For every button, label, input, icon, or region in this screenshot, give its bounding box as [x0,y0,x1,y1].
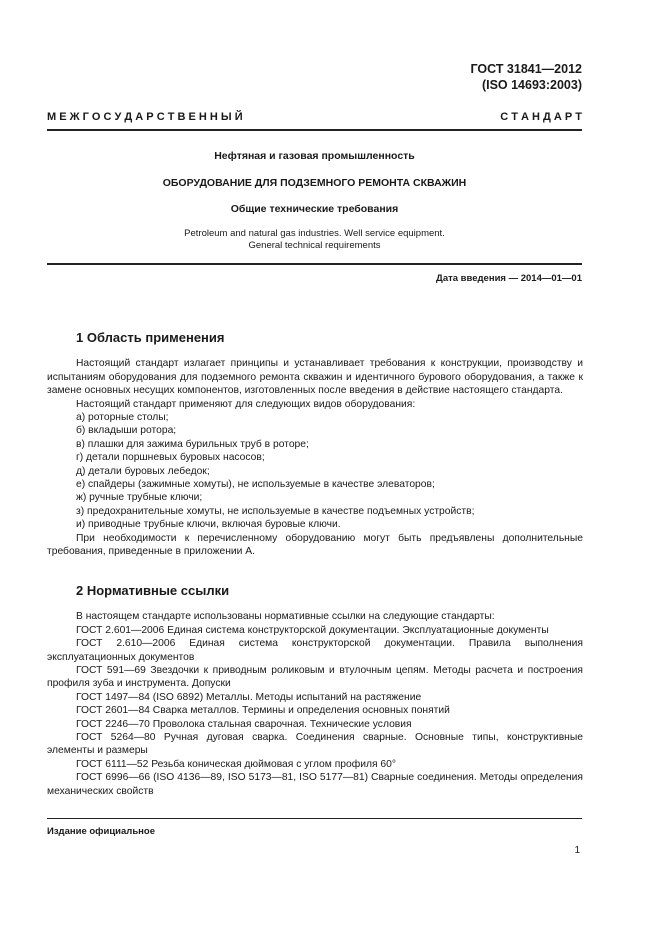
section-normative-references [47,584,583,798]
iso-number: (ISO 14693:2003) [481,78,582,92]
page-number: 1 [574,845,580,856]
section-scope [47,331,583,559]
list-item: ж) ручные трубные ключи; [76,492,203,504]
list-item: з) предохранительные хомуты, не используемые в качестве подъемных устройств; [76,505,475,517]
reference-item: ГОСТ 2.601—2006 Единая система конструкторской документации. Эксплуатационные документы [76,624,549,636]
banner-right: С Т А Н Д А Р Т [500,111,582,123]
footer-rule [47,818,582,819]
english-title-line-1: Petroleum and natural gas industries. Well service equipment. [184,228,445,239]
title-rule [47,263,582,265]
list-item: е) спайдеры (зажимные хомуты), не используемые в качестве элеваторов; [76,479,435,491]
paragraph: Настоящий стандарт излагает принципы и устанавливает требования к конструкции, производству и испытаниям оборудования для подземного ремонта скважин и идентичного бурового оборудования, а также к замене основных несущих компонентов, изготовленных после введения в действие настоящего стандарта. [47,358,583,397]
paragraph: Настоящий стандарт применяют для следующих видов оборудования: [76,398,416,410]
reference-item: ГОСТ 1497—84 (ISO 6892) Металлы. Методы испытаний на растяжение [76,691,422,703]
reference-item: ГОСТ 2.610—2006 Единая система конструкторской документации. Правила выполнения эксплуатационных документов [47,638,583,663]
document-subtitle: Общие технические требования [230,203,399,215]
english-title-line-2: General technical requirements [248,240,381,251]
document-title: ОБОРУДОВАНИЕ ДЛЯ ПОДЗЕМНОГО РЕМОНТА СКВАЖИН [162,177,467,189]
list-item: б) вкладыши ротора; [76,425,177,437]
paragraph: При необходимости к перечисленному оборудованию могут быть предъявлены дополнительные требования, приведенные в приложении А. [47,532,583,558]
list-item: г) детали поршневых буровых насосов; [76,452,265,464]
standard-banner [47,111,582,123]
edition-label: Издание официальное [47,826,155,837]
standard-number: ГОСТ 31841—2012 [470,62,582,76]
list-item: а) роторные столы; [76,412,169,424]
section-heading: 2 Нормативные ссылки [76,583,230,598]
list-item: д) детали буровых лебедок; [76,465,210,477]
reference-item: ГОСТ 2601—84 Сварка металлов. Термины и определения основных понятий [76,705,450,717]
reference-item: ГОСТ 591—69 Звездочки к приводным роликовым и втулочным цепям. Методы расчета и построения профиля зуба и инструмента. Допуски [47,665,583,690]
english-title [47,228,582,252]
section-heading: 1 Область применения [76,330,225,345]
reference-item: ГОСТ 6996—66 (ISO 4136—89, ISO 5173—81, ISO 5177—81) Сварные соединения. Методы определения механических свойств [47,772,583,797]
introduction-date: Дата введения — 2014—01—01 [436,273,582,284]
banner-rule [47,129,582,131]
standard-number-block [470,61,582,93]
reference-item: ГОСТ 5264—80 Ручная дуговая сварка. Соединения сварные. Основные типы, конструктивные элементы и размеры [47,732,583,757]
paragraph: В настоящем стандарте использованы нормативные ссылки на следующие стандарты: [76,611,495,623]
list-item: и) приводные трубные ключи, включая буровые ключи. [76,519,341,531]
list-item: в) плашки для зажима бурильных труб в роторе; [76,438,309,450]
reference-item: ГОСТ 2246—70 Проволока стальная сварочная. Технические условия [76,718,412,730]
banner-left: М Е Ж Г О С У Д А Р С Т В Е Н Н Ы Й [47,111,243,123]
industry-field: Нефтяная и газовая промышленность [214,150,415,162]
reference-item: ГОСТ 6111—52 Резьба коническая дюймовая с углом профиля 60° [76,758,396,770]
